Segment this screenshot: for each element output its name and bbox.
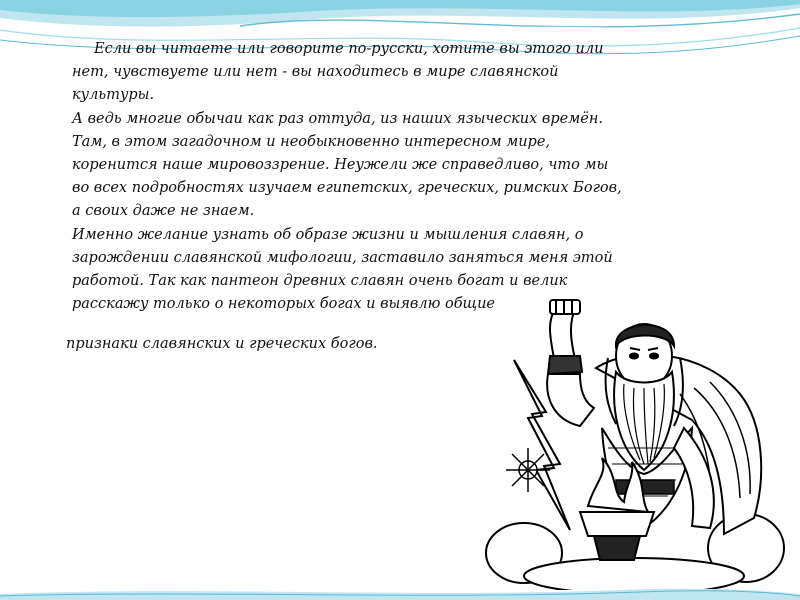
paragraph-line: расскажу только о некоторых богах и выявлю общие <box>72 296 495 313</box>
paragraph-line: нет, чувствуете или нет - вы находитесь в мире славянской <box>72 64 559 81</box>
paragraph-line: зарождении славянской мифологии, заставило заняться меня этой <box>72 249 613 266</box>
paragraph-last-line: признаки славянских и греческих богов. <box>66 336 378 352</box>
paragraph-line: работой. Так как пантеон древних славян очень богат и велик <box>72 273 568 290</box>
paragraph-line: культуры. <box>72 87 155 104</box>
slavic-god-perun-drawing-icon <box>484 298 786 590</box>
paragraph-line: коренится наше мировоззрение. Неужели же справедливо, что мы <box>72 157 609 174</box>
paragraph-line: Там, в этом загадочном и необыкновенно интересном мире, <box>72 133 551 150</box>
paragraph-line: а своих даже не знаем. <box>72 203 255 220</box>
slide-body-text <box>72 38 672 316</box>
paragraph-line: Именно желание узнать об образе жизни и мышления славян, о <box>72 226 584 243</box>
wave-footer-decoration <box>0 586 800 600</box>
paragraph-line: во всех подробностях изучаем египетских, греческих, римских Богов, <box>72 180 622 197</box>
paragraph-line: Если вы читаете или говорите по-русски, хотите вы этого или <box>94 41 604 57</box>
paragraph-line: А ведь многие обычаи как раз оттуда, из наших языческих времён. <box>72 110 603 127</box>
